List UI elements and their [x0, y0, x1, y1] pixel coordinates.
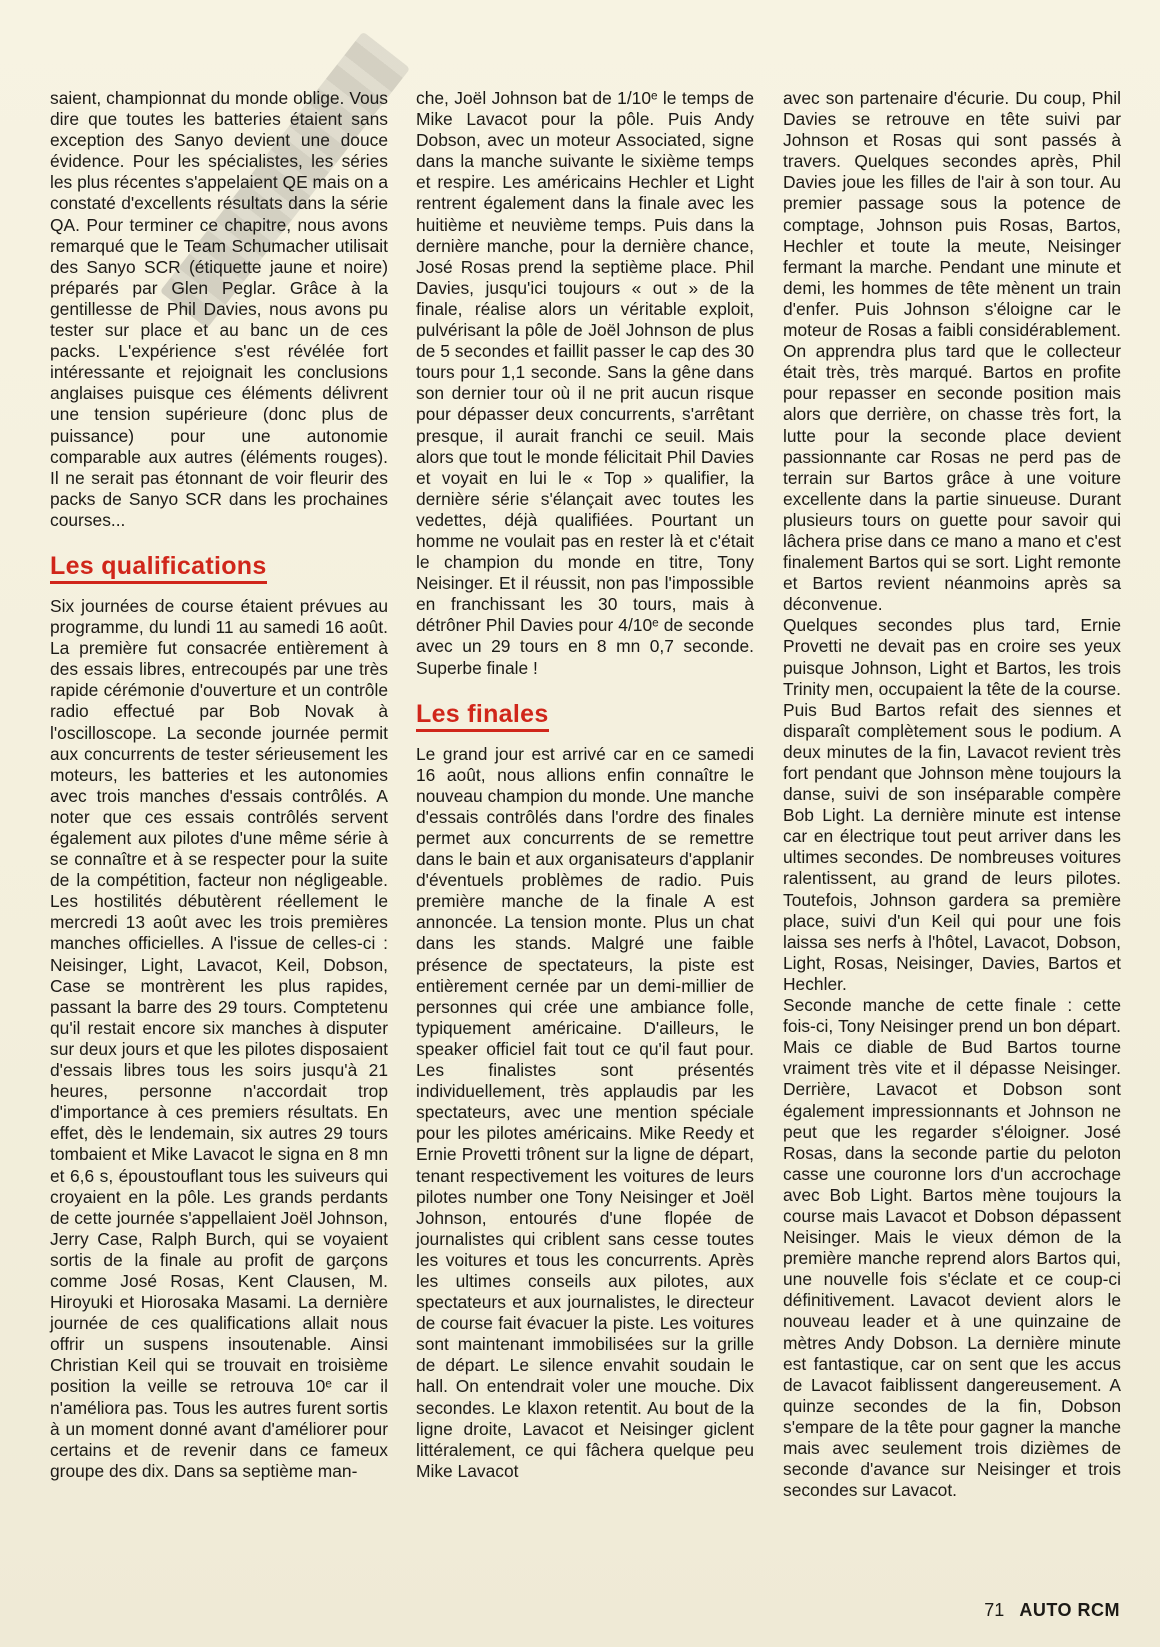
column-right	[783, 88, 1121, 1501]
paragraph: Le grand jour est arrivé car en ce samedi 16 août, nous allions enfin connaître le nouveau champion du monde. Une manche d'essais contrôlés dans l'ordre des finales permet aux concurrents de se remettre dans le bain et aux organisateurs d'applanir d'éventuels problèmes de radio. Puis première manche de la finale A est annoncée. La tension monte. Plus un chat dans les stands. Malgré une faible présence de spectateurs, la piste est entièrement cernée par un demi-millier de personnes qui crée une ambiance folle, typiquement américaine. D'ailleurs, le speaker officiel fait tout ce qu'il faut pour. Les finalistes sont présentés individuellement, très applaudis par les spectateurs, avec une mention spéciale pour les pilotes américains. Mike Reedy et Ernie Provetti trônent sur la ligne de départ, tenant respectivement les voitures de leurs pilotes number one Tony Neisinger et Joël Johnson, entourés d'une flopée de journalistes qui criblent sans cesse toutes les voitures et tous les concurrents. Après les ultimes conseils aux pilotes, aux spectateurs et aux journalistes, le directeur de course fait évacuer la piste. Les voitures sont maintenant immobilisées sur la grille de départ. Le silence envahit soudain le hall. On entendrait voler une mouche. Dix secondes. Le klaxon retentit. Au bout de la ligne droite, Lavacot et Neisinger giclent littéralement, ce qui fâchera quelque peu Mike Lavacot	[416, 743, 754, 1481]
paragraph: avec son partenaire d'écurie. Du coup, Phil Davies se retrouve en tête suivi par Johnson et Rosas qui sont passés à travers. Quelques secondes après, Phil Davies joue les filles de l'air à son tour. Au premier passage sous la potence de comptage, Johnson puis Rosas, Bartos, Hechler et toute la meute, Neisinger fermant la marche. Pendant une minute et demi, les hommes de tête mènent un train d'enfer. Puis Johnson s'éloigne car le moteur de Rosas a faibli considérablement. On apprendra plus tard que le collecteur était très, très marqué. Bartos en profite pour repasser en seconde position mais alors que derrière, on chasse très fort, la lutte pour la seconde place devient passionnante car Rosas ne perd pas de terrain sur Bartos grâce à une voiture excellente dans la partie sinueuse. Durant plusieurs tours on guette pour savoir qui lâchera prise dans ce mano a mano et c'est finalement Bartos qui se sort. Light remonte et Bartos revient néanmoins après sa déconvenue.	[783, 88, 1121, 615]
paragraph: Seconde manche de cette finale : cette fois-ci, Tony Neisinger prend un bon départ. Mais ce diable de Bud Bartos tourne vraiment très vite et il dépasse Neisinger. Derrière, Lavacot et Dobson sont également impressionnants et Johnson ne peut que les regarder s'éloigner. José Rosas, dans la seconde partie du peloton casse une couronne lors d'un accrochage avec Bob Light. Bartos mène toujours la course mais Lavacot et Dobson dépassent Neisinger. Mais le vieux démon de la première manche reprend alors Bartos qui, une nouvelle fois s'éclate et ce coup-ci définitivement. Lavacot devient alors le nouveau leader et à une quinzaine de mètres Andy Dobson. La dernière minute est fantastique, car on sent que les accus de Lavacot faiblissent dangereusement. A quinze secondes de la fin, Dobson s'empare de la tête pour gagner la manche mais avec seulement trois dizièmes de seconde d'avance sur Neisinger et trois secondes sur Lavacot.	[783, 995, 1121, 1501]
column-middle	[416, 88, 754, 1482]
paragraph: Quelques secondes plus tard, Ernie Provetti ne devait pas en croire ses yeux puisque Johnson, Light et Bartos, les trois Trinity men, occupaient la tête de la course. Puis Bud Bartos refait des siennes et disparaît complètement sous le podium. A deux minutes de la fin, Lavacot revient très fort pendant que Johnson mène toujours la danse, suivi de son inséparable compère Bob Light. La dernière minute est intense car en électrique tout peut arriver dans les ultimes secondes. De nombreuses voitures ralentissent, au grand de leurs pilotes. Toutefois, Johnson gardera sa première place, suivi d'un Keil qui pour une fois laissa ses nerfs à l'hôtel, Lavacot, Dobson, Light, Rosas, Neisinger, Davies, Bartos et Hechler.	[783, 615, 1121, 994]
page-footer	[984, 1600, 1120, 1621]
page-number: 71	[984, 1600, 1005, 1620]
magazine-name: AUTO RCM	[1019, 1600, 1120, 1620]
column-left	[50, 88, 388, 1482]
paragraph: Six journées de course étaient prévues au programme, du lundi 11 au samedi 16 août. La première fut consacrée entièrement à des essais libres, entrecoupés par une très rapide cérémonie d'ouverture et un contrôle radio effectué par Bob Novak à l'oscilloscope. La seconde journée permit aux concurrents de tester sérieusement les moteurs, les batteries et les autonomies avec trois manches d'essais contrôlés. A noter que ces essais contrôlés servent également aux pilotes d'une même série à se connaître et à se respecter pour la suite de la compétition, facteur non négligeable. Les hostilités débutèrent réellement le mercredi 13 août avec les trois premières manches officielles. A l'issue de celles-ci : Neisinger, Light, Lavacot, Keil, Dobson, Case se montrèrent les plus rapides, passant la barre des 29 tours. Comptetenu qu'il restait encore six manches à disputer sur deux jours et que les pilotes disposaient d'essais libres tous les soirs jusqu'à 21 heures, personne n'accordait trop d'importance à ces premiers résultats. En effet, dès le lendemain, six autres 29 tours tombaient et Mike Lavacot le signa en 8 mn et 6,6 s, époustouflant tous les suiveurs qui croyaient en la pôle. Les grands perdants de cette journée s'appellaient Joël Johnson, Jerry Case, Ralph Burch, qui se voyaient sortis de la finale au profit de garçons comme José Rosas, Kent Clausen, M. Hiroyuki et Hiorosaka Masami. La dernière journée de ces qualifications allait nous offrir un suspens insoutenable. Ainsi Christian Keil qui se trouvait en troisième position la veille se retrouva 10ᵉ car il n'améliora pas. Tous les autres furent sortis à un moment donné avant d'améliorer pour certains et de revenir dans ce fameux groupe des dix. Dans sa septième man-	[50, 595, 388, 1481]
paragraph: che, Joël Johnson bat de 1/10ᵉ le temps de Mike Lavacot pour la pôle. Puis Andy Dobson, avec un moteur Associated, signe dans la manche suivante le sixième temps et respire. Les américains Hechler et Light rentrent également dans la finale avec les huitième et neuvième temps. Puis dans la dernière manche, pour la dernière chance, José Rosas prend la septième place. Phil Davies, jusqu'ici toujours « out » de la finale, réalise alors un véritable exploit, pulvérisant la pôle de Joël Johnson de plus de 5 secondes et faillit passer le cap des 30 tours pour 1,1 seconde. Sans la gêne dans son dernier tour où il ne prit aucun risque pour dépasser deux concurrents, s'arrêtant presque, il aurait franchi ce seuil. Mais alors que tout le monde félicitait Phil Davies et voyait en lui le « Top » qualifier, la dernière série s'élançait avec toutes les vedettes, déjà qualifiées. Pourtant un homme ne voulait pas en rester là et c'était le champion du monde en titre, Tony Neisinger. Et il réussit, non pas l'impossible en franchissant les 30 tours, mais à détrôner Phil Davies pour 4/10ᵉ de seconde avec un 29 tours en 8 mn 0,7 seconde. Superbe finale !	[416, 88, 754, 678]
paragraph: saient, championnat du monde oblige. Vous dire que toutes les batteries étaient sans exception des Sanyo devient une douce évidence. Pour les spécialistes, les séries les plus récentes s'appelaient QE mais on a constaté d'excellents résultats dans la série QA. Pour terminer ce chapitre, nous avons remarqué que le Team Schumacher utilisait des Sanyo SCR (étiquette jaune et noire) préparés par Glen Peglar. Grâce à la gentillesse de Phil Davies, nous avons pu tester sur place et au banc un de ces packs. L'expérience s'est révélée fort intéressante et rejoignait les conclusions anglaises puisque ces éléments délivrent une tension supérieure (donc plus de puissance) pour une autonomie comparable aux autres (éléments rouges). Il ne serait pas étonnant de voir fleurir des packs de Sanyo SCR dans les prochaines courses...	[50, 88, 388, 530]
section-heading-qualifications: Les qualifications	[50, 551, 267, 584]
section-heading-finales: Les finales	[416, 699, 549, 732]
